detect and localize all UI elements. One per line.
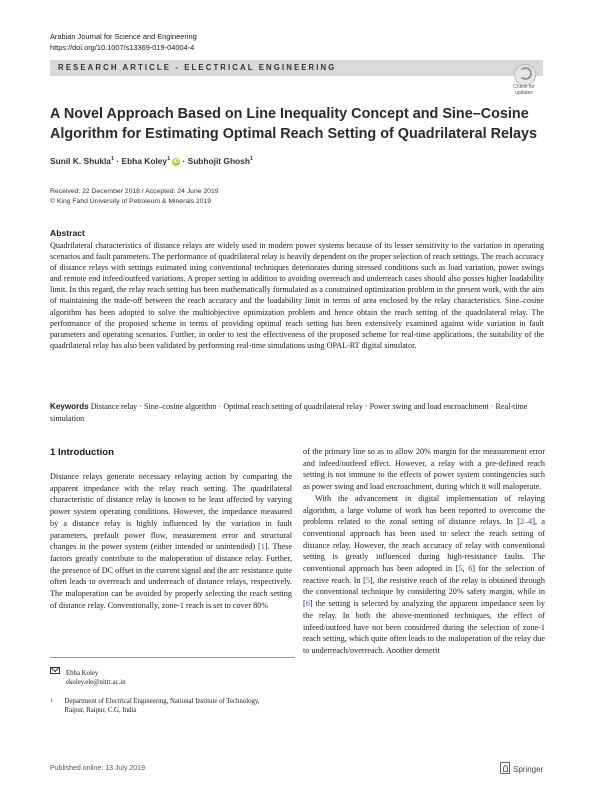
body-column-right bbox=[303, 446, 545, 657]
abstract-text: Quadrilateral characteristics of distance relays are widely used in modern power systems because of its lesser sensitivity to the variation in operating scenarios and fault parameters. The performance of quadrilateral relay is heavily dependent on the proper selection of reach settings. The reach accuracy of distance relays with settings estimated using conventional techniques deteriorates during stressed conditions such as load variation, power swings and remote end infeed/outfeed variations. A proper setting in addition to avoiding overreach and underreach cases should also posses higher loadability limit. In this regard, the relay reach setting has been mathematically formulated as a constrained optimization problem in the present work, with the aim of maintaining the trade-off between the reach accuracy and the loadability limit in terms of area enclosed by the relay characteristics. Sine–cosine algorithm has been adopted to solve the multiobjective optimization problem and hence obtain the reach setting of the quadrilateral relay. The performance of the proposed scheme in terms of providing optimal reach setting has been extensively examined against wide variation in fault parameters and operating scenarios. Further, in order to test the effectiveness of the proposed scheme for real-time applications, the suitability of the quadrilateral relay has also been validated by performing real-time simulations using OPAL-RT digital simulator. bbox=[50, 241, 544, 350]
footnote-divider bbox=[50, 657, 295, 658]
citation-link[interactable]: 2–4 bbox=[519, 517, 533, 527]
contact-name: Ebha Koley bbox=[66, 670, 99, 677]
affiliation-footnote bbox=[50, 697, 282, 715]
citation-link[interactable]: 5 bbox=[458, 564, 463, 574]
publication-dates bbox=[50, 187, 219, 207]
paragraph: of the primary line so as to allow 20% margin for the measurement error and infeed/outfeed effect. However, a relay with a pre-defined reach setting is not immune to the effects of power system contingencies such as power swing and load encroachment, during which it will maloperate. bbox=[303, 447, 545, 492]
corresponding-author bbox=[50, 667, 126, 687]
keywords-label: Keywords bbox=[50, 402, 89, 411]
section-heading-introduction: 1 Introduction bbox=[50, 447, 114, 458]
paper-title: A Novel Approach Based on Line Inequality Concept and Sine–Cosine Algorithm for Estimating Optimal Reach Setting of Quadrilateral Relays bbox=[50, 106, 537, 142]
paragraph: With the advancement in digital implementation of relaying algorithm, a large volume of work has been reported to overcome the problems related to the zonal setting of distance relays. In [2–4], a conventional approach has been used to select the reach setting of distance relay. However, the reach accuracy of relay with conventional setting is greatly influenced during high-resistance faults. The conventional approach has been adopted in [5, 6] for the selection of reactive reach. In [5], the resistive reach of the relay is obtained through the conventional technique by considering 20% safety margin, while in [6] the setting is selected by analyzing the apparent impedance seen by the relay. In both the above-mentioned techniques, the effect of infeed/outfeed have not been considered during the selection of zone-1 reach setting, which quite often leads to the maloperation of the relay due to underreach/overreach. Another demerit bbox=[303, 493, 545, 655]
author-list bbox=[50, 156, 253, 166]
citation-link[interactable]: 5 bbox=[365, 575, 370, 585]
body-column-left bbox=[50, 471, 292, 611]
copyright-notice: © King Fahd University of Petroleum & Minerals 2019 bbox=[50, 198, 212, 205]
springer-horse-icon bbox=[500, 762, 510, 774]
journal-header bbox=[50, 31, 197, 53]
orcid-icon[interactable]: iD bbox=[173, 159, 179, 165]
paragraph: Distance relays generate necessary relaying action by comparing the apparent impedance with the relay reach setting. The quadrilateral characteristic of distance relay is known to be least affected by varying power system operating conditions. However, the impedance measured by a distance relay is highly influenced by the variation in fault parameters, prefault power flow, measurement error and structural changes in the power system (either intended or unintended) [1]. These factors greatly contribute to the maloperation of distance relay. Further, the presence of DC offset in the current signal and the arc resistance quite often leads to overreach and underreach of distance relays, respectively. The maloperation can be avoided by properly selecting the reach setting of distance relay. Conventionally, zone-1 reach is set to cover 80% bbox=[50, 472, 292, 610]
received-accepted-dates: Received: 22 December 2018 / Accepted: 24 June 2019 bbox=[50, 188, 219, 195]
publisher-name: Springer bbox=[513, 765, 544, 774]
check-for-updates-badge[interactable] bbox=[508, 64, 540, 100]
author-name[interactable]: Ebha Koley bbox=[121, 156, 168, 166]
author-affiliation-mark: 1 bbox=[167, 156, 171, 163]
author-affiliation-mark: 1 bbox=[110, 156, 115, 163]
article-type-label: RESEARCH ARTICLE - ELECTRICAL ENGINEERING bbox=[58, 63, 337, 72]
citation-link[interactable]: 6 bbox=[305, 599, 310, 609]
contact-email[interactable]: ekoley.ele@nitrr.ac.in bbox=[66, 679, 126, 686]
check-for-updates-line1: Check for bbox=[513, 84, 535, 90]
springer-logo[interactable] bbox=[500, 762, 550, 774]
author-name[interactable]: Subhojit Ghosh bbox=[187, 156, 250, 166]
check-for-updates-icon bbox=[514, 64, 536, 86]
keywords bbox=[50, 401, 544, 425]
keywords-text: Distance relay · Sine–cosine algorithm · Optimal reach setting of quadrilateral relay · Power swing and load encroachment · Real-time simulation bbox=[50, 402, 528, 423]
affiliation-number: 1 bbox=[50, 698, 53, 704]
citation-link[interactable]: 6 bbox=[468, 564, 473, 574]
published-online: Published online: 13 July 2019 bbox=[50, 765, 145, 772]
check-for-updates-line2: updates bbox=[515, 90, 533, 96]
author-separator: · bbox=[114, 156, 122, 166]
abstract-heading: Abstract bbox=[50, 228, 85, 238]
citation-link[interactable]: 1 bbox=[260, 542, 265, 552]
author-affiliation-mark: 1 bbox=[249, 156, 254, 163]
author-name[interactable]: Sunil K. Shukla bbox=[50, 156, 111, 166]
envelope-icon bbox=[50, 667, 60, 674]
article-type-banner bbox=[50, 60, 543, 76]
author-separator: · bbox=[180, 156, 188, 166]
journal-name: Arabian Journal for Science and Engineering bbox=[50, 32, 197, 41]
affiliation-text: Department of Electrical Engineering, National Institute of Technology, Raipur, Raipur, C.G, India bbox=[64, 698, 260, 714]
journal-doi[interactable]: https://doi.org/10.1007/s13369-019-04004-4 bbox=[50, 43, 195, 52]
